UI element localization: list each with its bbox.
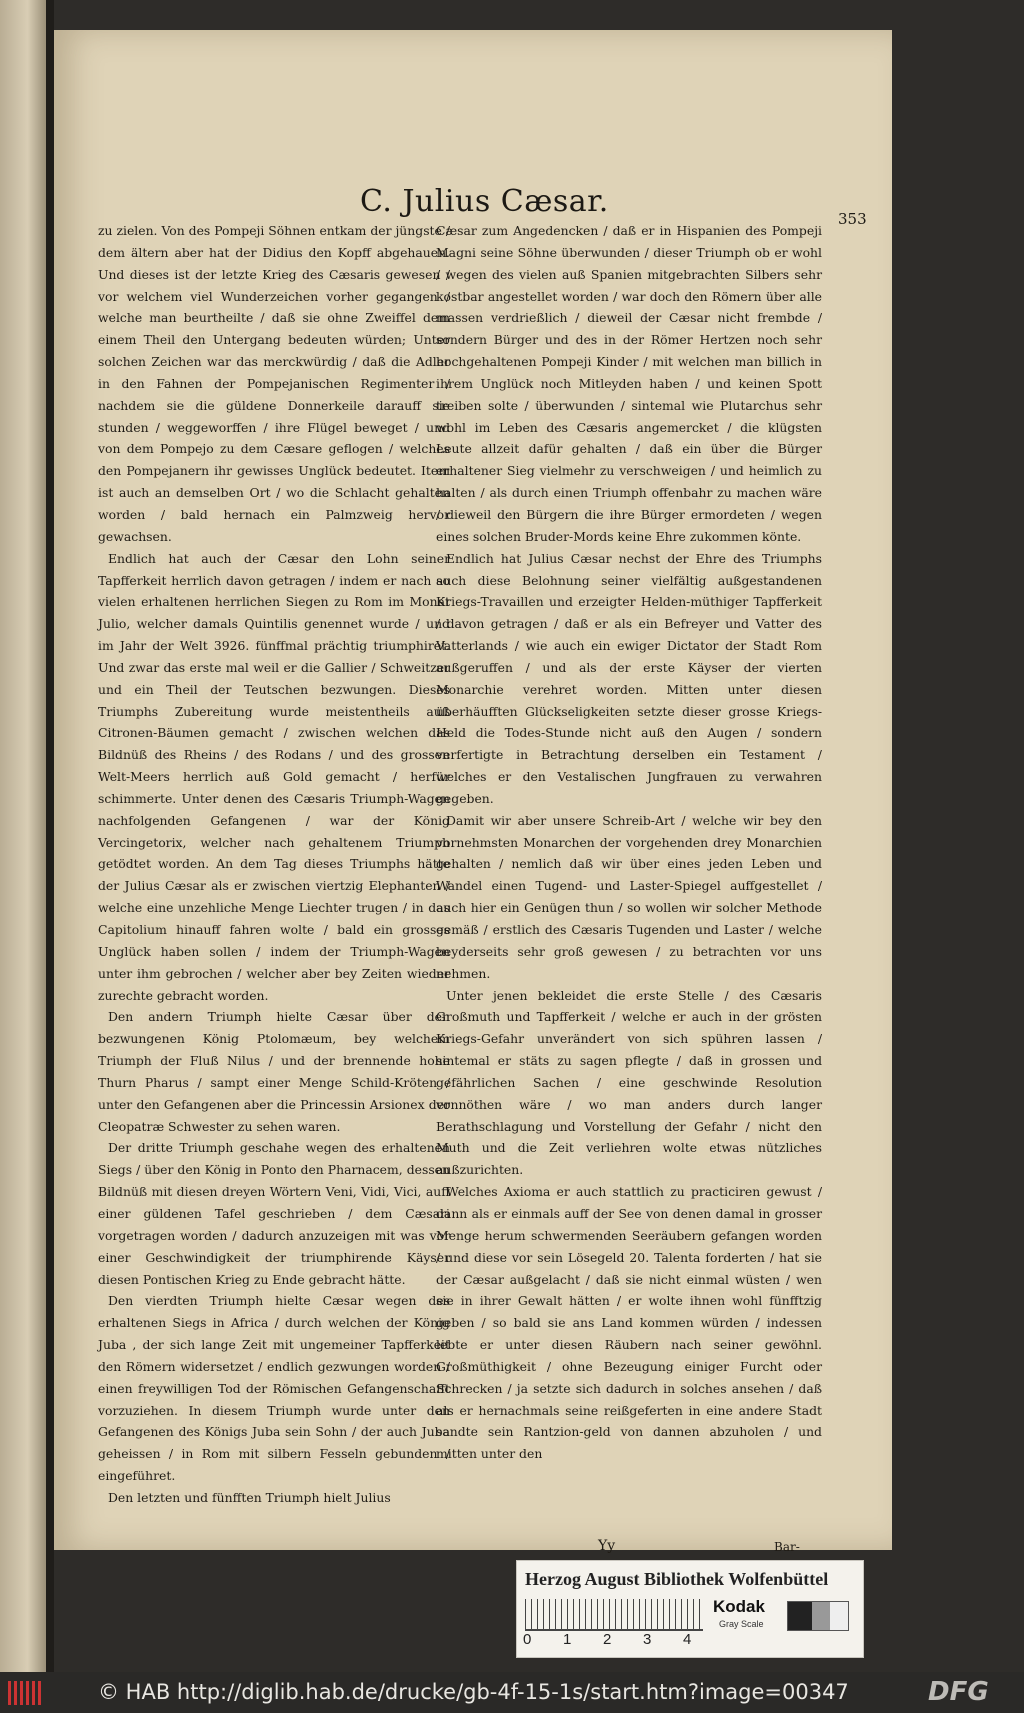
measurement-scale [525,1599,703,1631]
running-title: C. Julius Cæsar. [360,184,609,219]
kodak-logo: Kodak [713,1597,765,1616]
gray-scale-label: Gray Scale [719,1619,764,1629]
catchword: Bar- [774,1540,800,1554]
library-name: Herzog August Bibliothek Wolfenbüttel [525,1569,829,1589]
left-column-paragraph: Der dritte Triumph geschahe wegen des erhaltenen Siegs / über den König in Ponto den Pharnacem, dessen Bildnüß mit diesen dreyen Wörtern Veni, Vidi, Vici, auff einer güldenen Tafel geschrieben / dem Cæsari vorgetragen worden / dadurch anzuzeigen mit was vor einer Geschwindigkeit der triumphirende Käyser diesen Pontischen Krieg zu Ende gebracht hätte. [98,1140,450,1287]
left-text-column [98,220,450,1509]
book-page [54,30,892,1554]
right-column-paragraph: Cæsar zum Angedencken / daß er in Hispanien des Pompeji Magni seine Söhne überwunden / dieser Triumph ob er wohl / wegen des vielen auß Spanien mitgebrachten Silbers sehr kostbar angestellet worden / war doch den Römern über alle massen verdrießlich / dieweil der Cæsar nicht frembde / sondern Bürger und des in der Römer Hertzen noch sehr hochgehaltenen Pompeji Kinder / mit welchen man billich in ihrem Unglück noch Mitleyden haben / und keinen Spott treiben solte / überwunden / sintemal wie Plutarchus sehr wohl im Leben des Cæsaris angemercket / die klügsten Leute allzeit dafür gehalten / daß ein über die Bürger erhaltener Sieg vielmehr zu verschweigen / und heimlich zu halten / als durch einen Triumph offenbahr zu machen wäre / dieweil den Bürgern die ihre Bürger ermordeten / wegen eines solchen Bruder-Mords keine Ehre zukommen könte. [436,223,822,544]
right-column-paragraph: Unter jenen bekleidet die erste Stelle / des Cæsaris Großmuth und Tapfferkeit / welche er auch in der grösten Kriegs-Gefahr unverändert von sich spühren lassen / sintemal er stäts zu sagen pflegte / daß in grossen und gefährlichen Sachen / eine geschwinde Resolution vonnöthen wäre / wo man anders durch langer Berathschlagung und Vorstellung der Gefahr / nicht den Muth und die Zeit verliehren wolte etwas nützliches außzurichten. [436,987,822,1178]
signature-mark: Yy [598,1538,616,1554]
footer-citation-link[interactable]: © HAB http://diglib.hab.de/drucke/gb-4f-15-1s/start.htm?image=00347 [98,1680,849,1704]
right-text-column [436,220,822,1465]
left-column-paragraph: Den letzten und fünfften Triumph hielt Julius [108,1489,391,1505]
gray-scale-swatch [787,1601,849,1631]
left-page-edge [0,0,46,1672]
scale-number: 2 [603,1631,612,1648]
viewer-footer [0,1672,1024,1713]
scale-number: 1 [563,1631,572,1648]
right-column-paragraph: Endlich hat Julius Cæsar nechst der Ehre des Triumphs auch diese Belohnung seiner vielfältig außgestandenen Kriegs-Travaillen und erzeigter Helden-müthiger Tapfferkeit / davon getragen / daß er als ein Befreyer und Vatter des Vatterlands / wie auch ein ewiger Dictator der Stadt Rom außgeruffen / und als der erste Käyser der vierten Monarchie verehret worden. Mitten unter diesen überhäufften Glückseligkeiten setzte dieser grosse Kriegs-Held die Todes-Stunde nicht auß den Augen / sondern verfertigte in Betrachtung derselben ein Testament / welches er den Vestalischen Jungfrauen zu verwahren gegeben. [436,550,822,806]
right-column-paragraph: Damit wir aber unsere Schreib-Art / welche wir bey den vornehmsten Monarchen der vorgehenden drey Monarchien gehalten / nemlich daß wir über eines jeden Leben und Wandel einen Tugend- und Laster-Spiegel auffgestellet / auch hier ein Genügen thun / so wollen wir solcher Methode gemäß / erstlich des Cæsaris Tugenden und Laster / welche beyderseits sehr groß gewesen / zu betrachten vor uns nehmen. [436,812,822,981]
book-gutter [46,0,54,1672]
left-column-paragraph: zu zielen. Von des Pompeji Söhnen entkam der jüngste / dem ältern aber hat der Didius den Kopff abgehauen. Und dieses ist der letzte Krieg des Cæsaris gewesen / vor welchem viel Wunderzeichen vorher gegangen / welche man beurtheilte / daß sie ohne Zweiffel dem einem Theil den Untergang bedeuten würden; Unter solchen Zeichen war das merckwürdig / daß die Adler in den Fahnen der Pompejanischen Regimenter / nachdem sie die güldene Donnerkeile darauff sie stunden / weggeworffen / ihre Flügel beweget / und von dem Pompejo zu dem Cæsare geflogen / welches den Pompejanern ihr gewisses Unglück bedeutet. Item ist auch an demselben Ort / wo die Schlacht gehalten worden / bald hernach ein Palmzweig hervor gewachsen. [98,223,450,544]
right-column-paragraph: Welches Axioma er auch stattlich zu practiciren gewust / dann als er einmals auff der See von denen damal in grosser Menge herum schwermenden Seeräubern gefangen worden / und diese vor sein Lösegeld 20. Talenta forderten / hat sie der Cæsar außgelacht / daß sie nicht einmal wüsten / wen sie in ihrer Gewalt hätten / er wolte ihnen wohl fünfftzig geben / so bald sie ans Land kommen würden / indessen lebte er unter diesen Räubern nach seiner gewöhnl. Großmüthigkeit / ohne Bezeugung einiger Furcht oder Schrecken / ja setzte sich dadurch in solches ansehen / daß als er hernachmals seine reißgeferten in eine andere Stadt sandte sein Rantzion-geld von dannen abzuholen / und mitten unter den [436,1184,822,1462]
left-column-paragraph: Den andern Triumph hielte Cæsar über den bezwungenen König Ptolomæum, bey welchem Triumph der Fluß Nilus / und der brennende hohe Thurn Pharus / sampt einer Menge Schild-Kröten / unter den Gefangenen aber die Princessin Arsionex der Cleopatræ Schwester zu sehen waren. [98,1009,450,1134]
scale-number: 4 [683,1631,692,1648]
scale-number: 3 [643,1631,652,1648]
library-label-card [516,1560,864,1658]
scale-number: 0 [523,1631,532,1648]
barcode-icon [8,1681,44,1705]
page-number: 353 [838,210,867,228]
left-column-paragraph: Endlich hat auch der Cæsar den Lohn seiner Tapfferkeit herrlich davon getragen / indem er nach so vielen erhaltenen herrlichen Siegen zu Rom im Monat Julio, welcher damals Quintilis genennet wurde / und im Jahr der Welt 3926. fünffmal prächtig triumphiret. Und zwar das erste mal weil er die Gallier / Schweitzer und ein Theil der Teutschen bezwungen. Dieses Triumphs Zubereitung wurde meistentheils auß Citronen-Bäumen gemacht / zwischen welchen das Bildnüß des Rheins / des Rodans / und des grossen Welt-Meers herrlich auß Gold gemacht / herfür schimmerte. Unter denen des Cæsaris Triumph-Wagen nachfolgenden Gefangenen / war der König Vercingetorix, welcher nach gehaltenem Triumph getödtet worden. An dem Tag dieses Triumphs hätte der Julius Cæsar als er zwischen viertzig Elephanten / welche eine unzehliche Menge Liechter trugen / in das Capitolium hinauff fahren wolte / bald ein grosses Unglück haben sollen / indem der Triumph-Wagen unter ihm gebrochen / welcher aber bey Zeiten wieder zurechte gebracht worden. [98,550,450,1003]
dfg-logo: DFG [928,1677,989,1707]
left-column-paragraph: Den vierdten Triumph hielte Cæsar wegen des erhaltenen Siegs in Africa / durch welchen der König Juba , der sich lange Zeit mit ungemeiner Tapfferkeit den Römern widersetzet / endlich gezwungen worden / einen freywilligen Tod der Römischen Gefangenschafft vorzuziehen. In diesem Triumph wurde unter den Gefangenen des Königs Juba sein Sohn / der auch Juba geheissen / in Rom mit silbern Fesseln gebunden / eingeführet. [98,1293,450,1484]
